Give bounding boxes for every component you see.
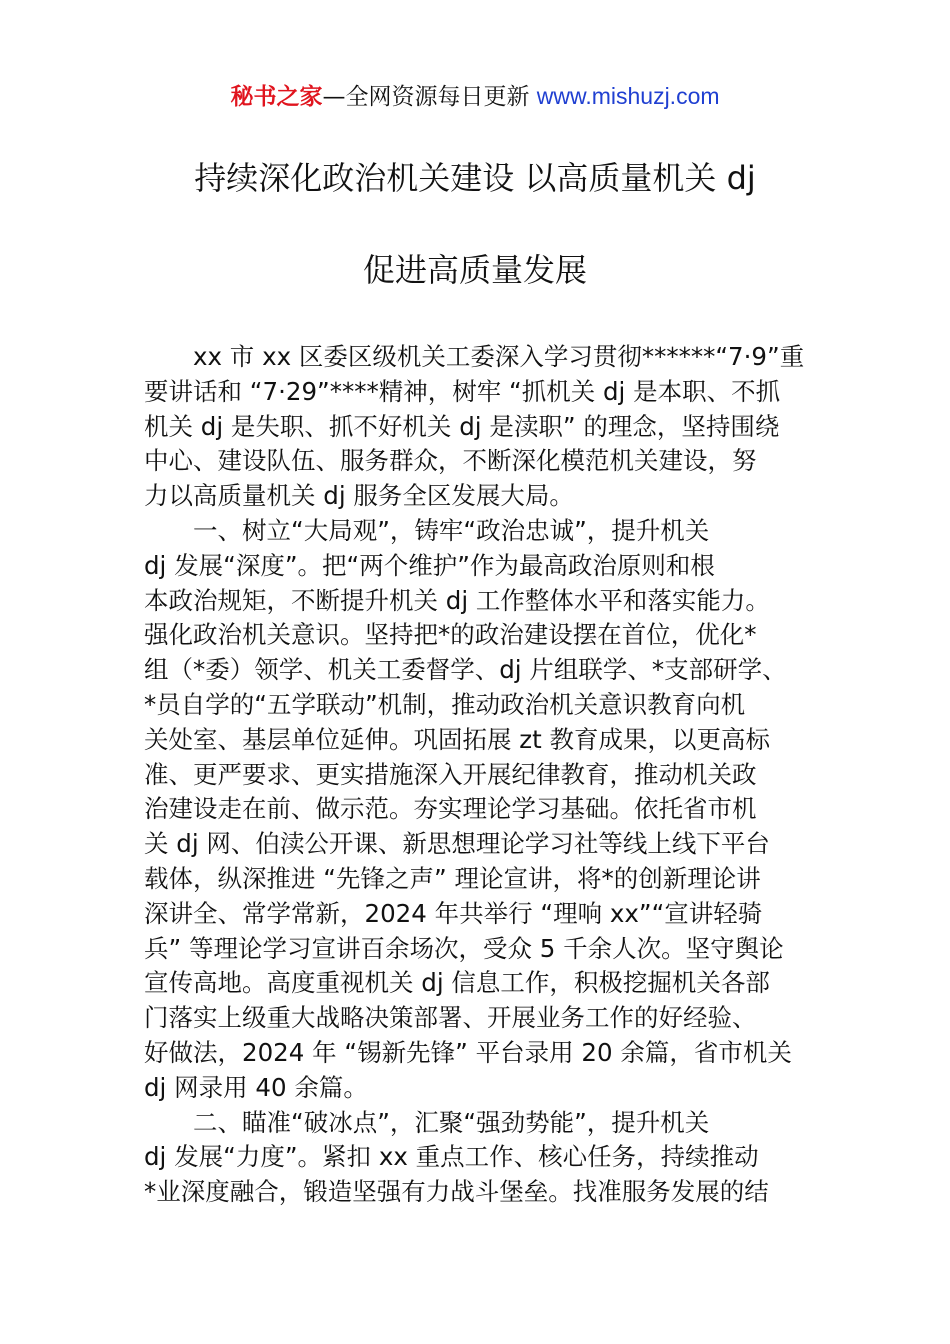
body-line: dj 发展“力度”。紧扣 xx 重点工作、核心任务，持续推动 [144,1142,759,1172]
body-line: dj 发展“深度”。把“两个维护”作为最高政治原则和根 [144,550,715,580]
body-line: 门落实上级重大战略决策部署、开展业务工作的好经验、 [144,1003,757,1033]
document-title-line-1: 持续深化政治机关建设 以高质量机关 dj [194,159,756,197]
body-line: 强化政治机关意识。坚持把*的政治建设摆在首位，优化* [144,620,757,650]
document-body [144,340,808,1210]
body-line: 关处室、基层单位延伸。巩固拓展 zt 教育成果，以更高标 [144,724,771,754]
body-line: 二、瞄准“破冰点”，汇聚“强劲势能”，提升机关 [144,1107,710,1137]
body-line: *员自学的“五学联动”机制，推动政治机关意识教育向机 [144,689,746,719]
body-line: *业深度融合，锻造坚强有力战斗堡垒。找准服务发展的结 [144,1177,769,1207]
body-line: 要讲话和 “7·29”****精神，树牢 “抓机关 dj 是本职、不抓 [144,376,781,406]
body-line: 本政治规矩，不断提升机关 dj 工作整体水平和落实能力。 [144,585,770,615]
body-line: 深讲全、常学常新，2024 年共举行 “理响 xx”“宣讲轻骑 [144,898,763,928]
body-line: 准、更严要求、更实措施深入开展纪律教育，推动机关政 [144,759,757,789]
site-brand: 秘书之家 [230,84,323,110]
body-line: dj 网录用 40 余篇。 [144,1072,368,1102]
body-line: 关 dj 网、伯渎公开课、新思想理论学习社等线上线下平台 [144,829,770,859]
site-header [0,80,950,113]
body-line: 治建设走在前、做示范。夯实理论学习基础。依托省市机 [144,794,757,824]
document-title-line-2: 促进高质量发展 [362,251,587,289]
body-line: 力以高质量机关 dj 服务全区发展大局。 [144,481,574,511]
body-line: 一、树立“大局观”，铸牢“政治忠诚”，提升机关 [144,515,710,545]
site-url-link[interactable]: www.mishuzj.com [536,83,720,109]
body-line: xx 市 xx 区委区级机关工委深入学习贯彻******“7·9”重 [144,342,805,371]
body-line: 载体，纵深推进 “先锋之声” 理论宣讲，将*的创新理论讲 [144,863,761,893]
body-line: 好做法，2024 年 “锡新先锋” 平台录用 20 余篇，省市机关 [144,1037,792,1067]
body-line: 组（*委）领学、机关工委督学、dj 片组联学、*支部研学、 [144,655,787,685]
body-line: 宣传高地。高度重视机关 dj 信息工作，积极挖掘机关各部 [144,968,770,998]
body-line: 兵” 等理论学习宣讲百余场次，受众 5 千余人次。坚守舆论 [144,933,784,963]
site-tagline: —全网资源每日更新 [322,84,537,110]
body-line: 机关 dj 是失职、抓不好机关 dj 是渎职” 的理念，坚持围绕 [144,411,780,441]
body-line: 中心、建设队伍、服务群众，不断深化模范机关建设，努 [144,446,757,476]
